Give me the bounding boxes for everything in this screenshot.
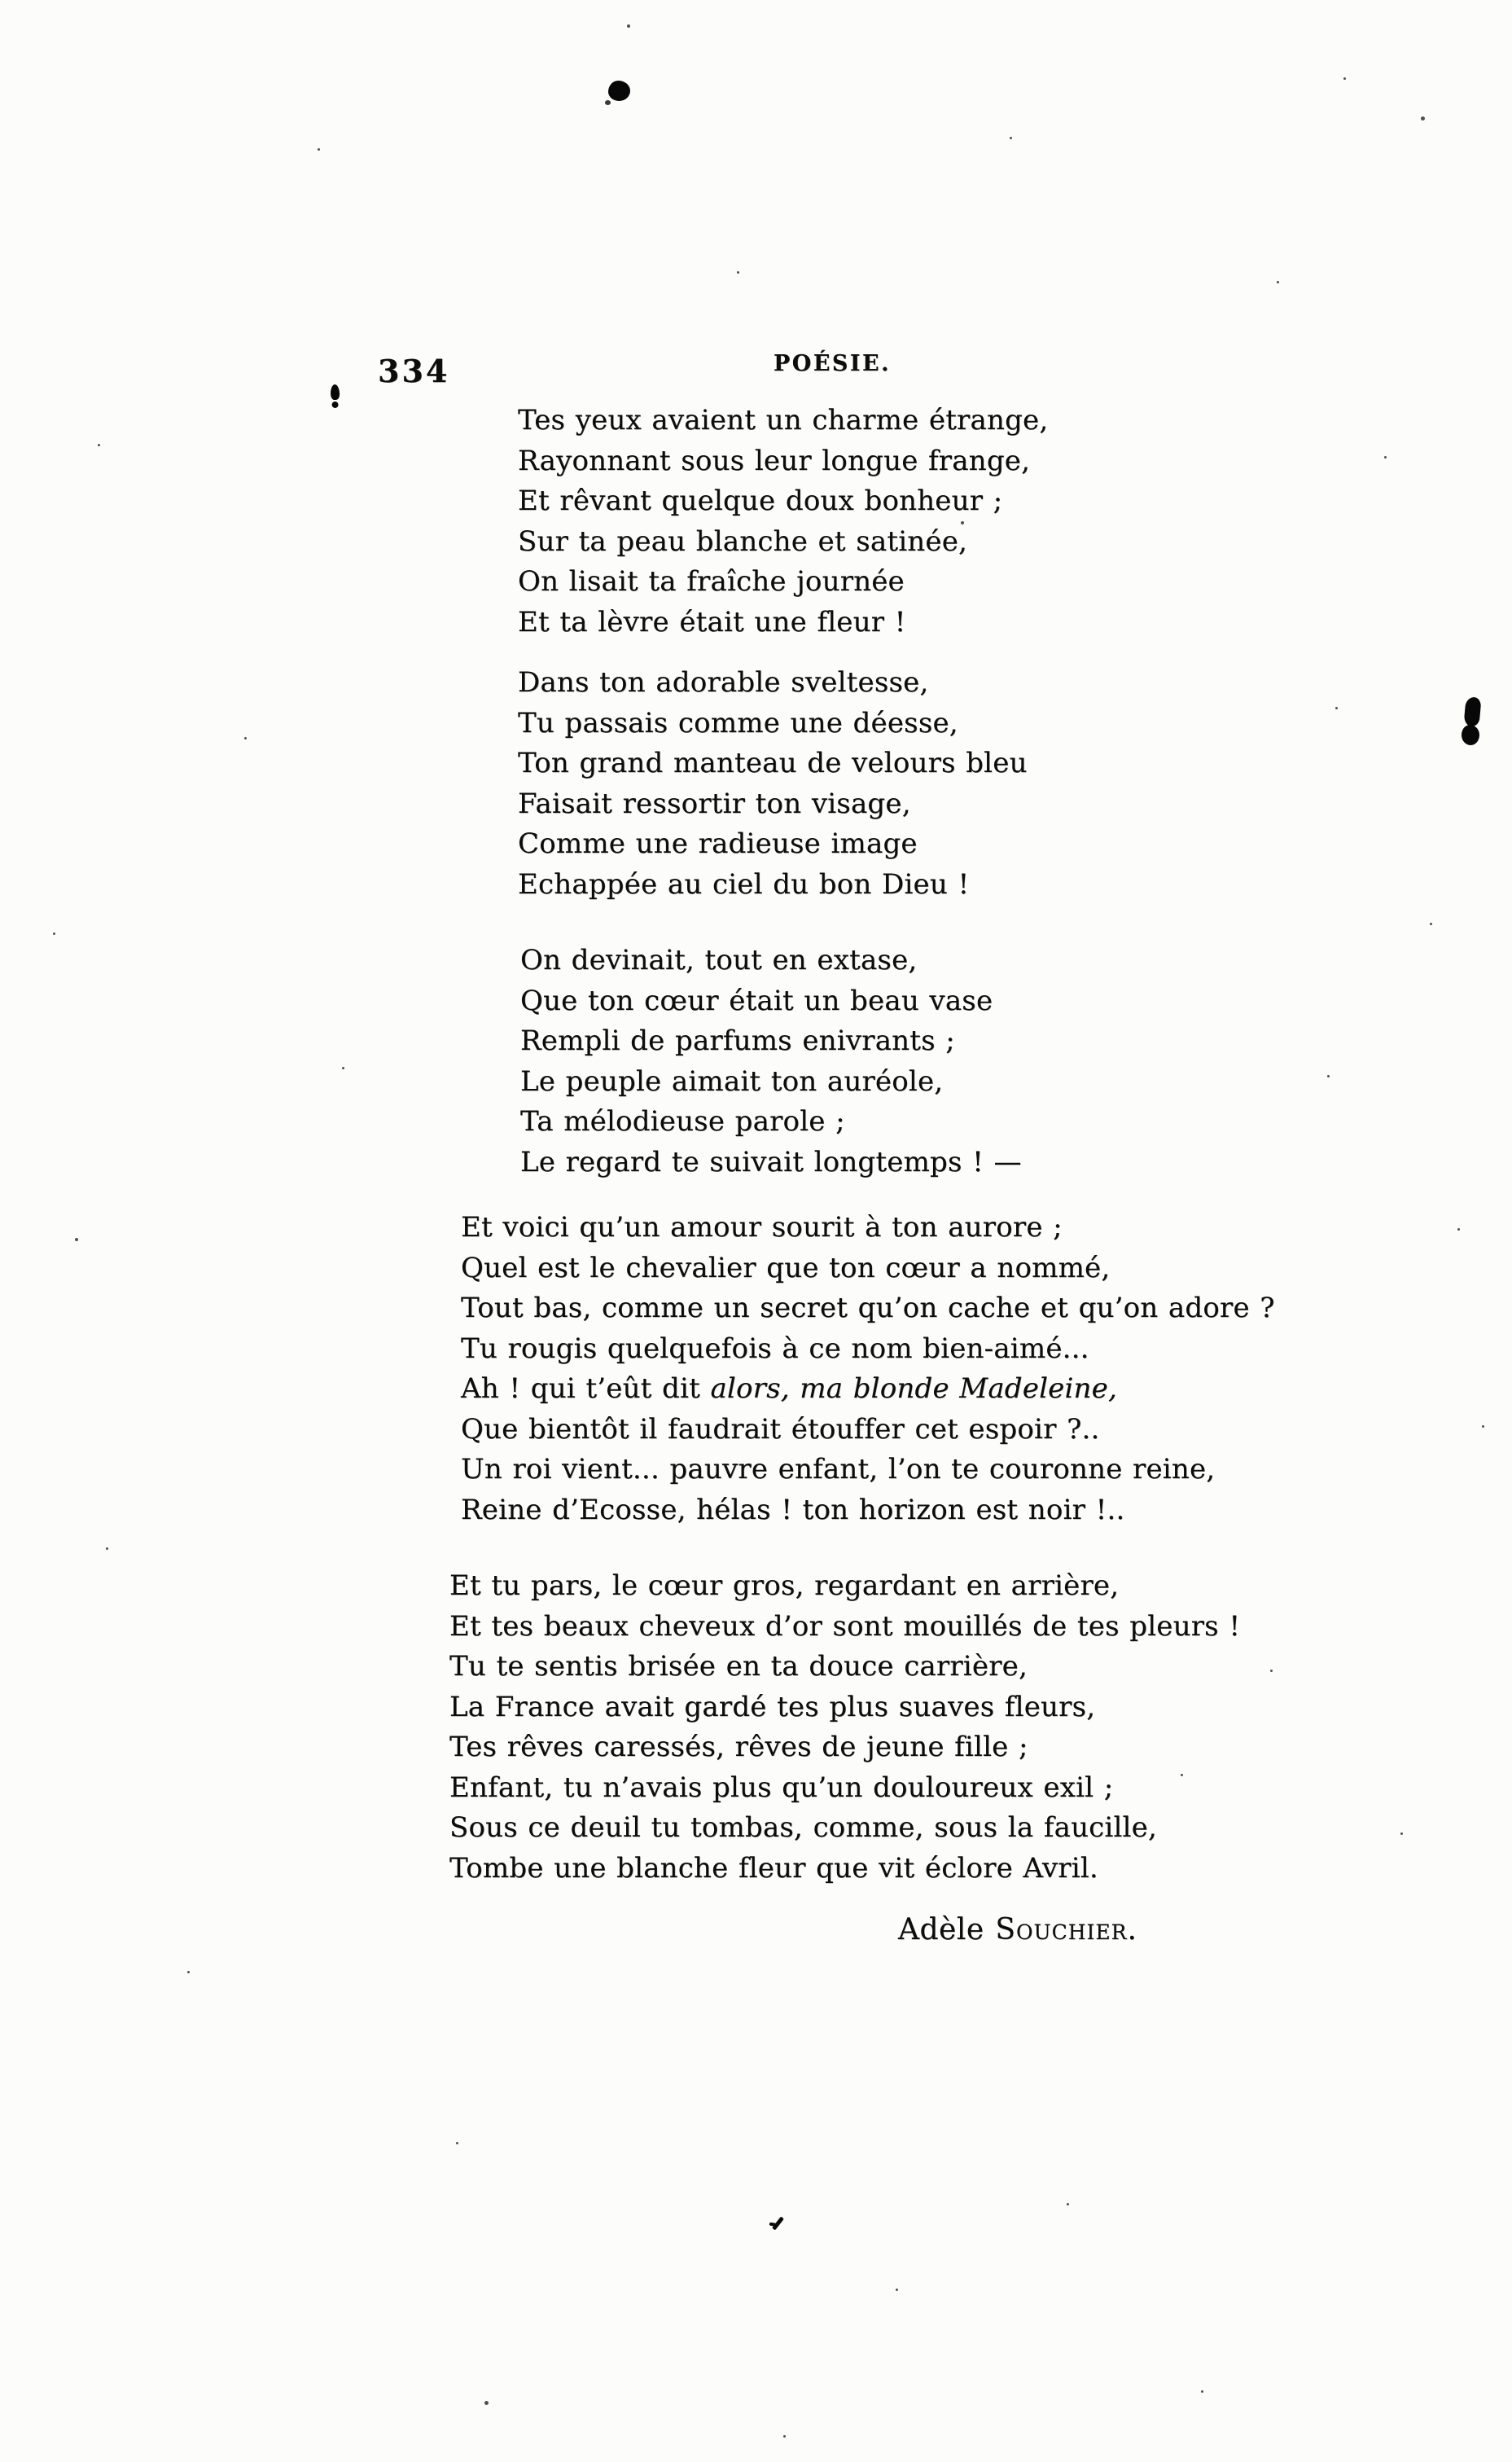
- poem-line: Ah ! qui t’eût dit alors, ma blonde Madeleine,: [461, 1372, 1117, 1405]
- poem-line: Quel est le chevalier que ton cœur a nommé,: [461, 1251, 1111, 1284]
- paper-speck: [1457, 1228, 1460, 1231]
- exclamation-ink-mark: [331, 384, 340, 400]
- poem-line: Sur ta peau blanche et satinée,: [518, 524, 968, 558]
- author-signature: [898, 1913, 1137, 1946]
- paper-speck: [896, 2289, 898, 2291]
- poem-line: Tombe une blanche fleur que vit éclore Avril.: [449, 1851, 1098, 1885]
- poem-line: Et tes beaux cheveux d’or sont mouillés de tes pleurs !: [449, 1609, 1241, 1643]
- poem-line: Rempli de parfums enivrants ;: [520, 1025, 955, 1057]
- poem-line: Un roi vient... pauvre enfant, l’on te couronne reine,: [461, 1453, 1216, 1486]
- poem-line: On devinait, tout en extase,: [520, 944, 918, 976]
- paper-speck: [737, 271, 739, 274]
- paper-speck: [961, 521, 964, 524]
- paper-speck: [1270, 1670, 1273, 1672]
- paper-speck: [1384, 456, 1387, 459]
- paper-speck: [1421, 116, 1425, 121]
- author-signature-period: .: [1127, 1913, 1137, 1946]
- stanza-1: [518, 401, 1048, 643]
- ink-dot-mark: [608, 81, 630, 101]
- author-family-name: Souchier: [995, 1913, 1128, 1946]
- stanza-5: [449, 1566, 1240, 1889]
- paper-speck: [187, 1971, 190, 1973]
- ink-blot-mark: [1461, 724, 1480, 746]
- page-number: 334: [378, 353, 450, 389]
- paper-speck: [1327, 1075, 1330, 1077]
- poem-line: Ton grand manteau de velours bleu: [518, 747, 1028, 779]
- paper-speck: [342, 1067, 344, 1069]
- poem-line: Tu rougis quelquefois à ce nom bien-aimé...: [461, 1332, 1089, 1365]
- paper-speck: [106, 1547, 108, 1550]
- poem-line: Que bientôt il faudrait étouffer cet espoir ?..: [461, 1412, 1100, 1446]
- ink-blot-mark: [1463, 696, 1481, 727]
- poem-line: Tes rêves caressés, rêves de jeune fille ;: [449, 1731, 1028, 1763]
- poem-line: Rayonnant sous leur longue frange,: [518, 444, 1031, 477]
- poem-line: Et ta lèvre était une fleur !: [518, 605, 906, 639]
- paper-speck: [1482, 1425, 1484, 1428]
- author-given-name: Adèle: [898, 1913, 984, 1946]
- paper-speck: [627, 24, 630, 28]
- tick-ink-mark: [772, 2216, 784, 2230]
- paper-speck: [1067, 2203, 1069, 2205]
- poem-line: La France avait gardé tes plus suaves fleurs,: [449, 1690, 1096, 1723]
- poem-line: Que ton cœur était un beau vase: [520, 984, 993, 1017]
- paper-speck: [484, 2401, 489, 2405]
- paper-speck: [318, 148, 320, 151]
- poem-line: Le regard te suivait longtemps ! —: [520, 1145, 1022, 1178]
- poem-line: Tu te sentis brisée en ta douce carrière,: [449, 1650, 1028, 1683]
- paper-speck: [1335, 707, 1338, 709]
- poem-line: Et tu pars, le cœur gros, regardant en arrière,: [449, 1569, 1120, 1602]
- paper-speck: [75, 1238, 78, 1241]
- poem-line: On lisait ta fraîche journée: [518, 565, 905, 598]
- poem-line: Echappée au ciel du bon Dieu !: [518, 867, 970, 901]
- paper-speck: [1343, 77, 1346, 80]
- paper-speck: [456, 2142, 458, 2144]
- poem-line: Et rêvant quelque doux bonheur ;: [518, 485, 1003, 517]
- paper-speck: [1400, 1832, 1403, 1835]
- paper-speck: [1201, 2390, 1203, 2393]
- poem-line: Enfant, tu n’avais plus qu’un douloureux exil ;: [449, 1771, 1114, 1804]
- poem-line: Ta mélodieuse parole ;: [520, 1105, 845, 1138]
- paper-speck: [1277, 281, 1279, 283]
- paper-speck: [53, 933, 55, 935]
- poem-line: Faisait ressortir ton visage,: [518, 787, 911, 820]
- stanza-2: [518, 663, 1028, 905]
- stanza-3: [520, 941, 1022, 1183]
- poem-line: Dans ton adorable sveltesse,: [518, 666, 929, 699]
- running-title: POÉSIE.: [774, 351, 892, 376]
- paper-speck: [783, 2435, 786, 2438]
- poem-line: Le peuple aimait ton auréole,: [520, 1064, 944, 1098]
- poem-line: Reine d’Ecosse, hélas ! ton horizon est noir !..: [461, 1493, 1125, 1526]
- poem-line: Tes yeux avaient un charme étrange,: [518, 404, 1049, 437]
- paper-speck: [1430, 923, 1432, 925]
- poem-line: Tout bas, comme un secret qu’on cache et qu’on adore ?: [461, 1292, 1275, 1324]
- poem-line: Tu passais comme une déesse,: [518, 706, 958, 739]
- stanza-4: [461, 1208, 1275, 1530]
- paper-speck: [98, 444, 100, 446]
- paper-speck: [1010, 137, 1012, 139]
- poem-line: Et voici qu’un amour sourit à ton aurore ;: [461, 1211, 1063, 1244]
- paper-speck: [1181, 1774, 1183, 1776]
- paper-speck: [244, 737, 247, 739]
- poem-line: Sous ce deuil tu tombas, comme, sous la faucille,: [449, 1811, 1157, 1844]
- poem-line: Comme une radieuse image: [518, 827, 918, 860]
